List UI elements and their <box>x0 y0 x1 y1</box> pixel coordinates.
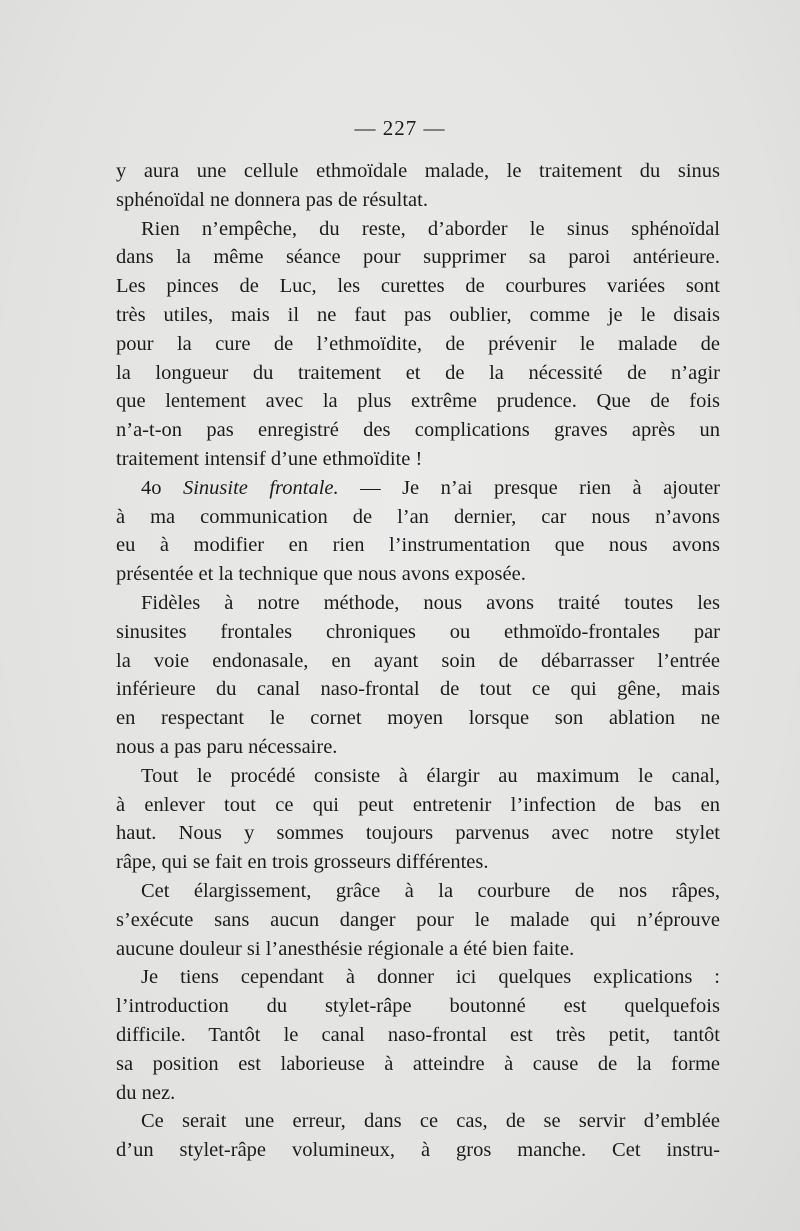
text-line: très utiles, mais il ne faut pas oublier, comme je le disais <box>116 303 720 326</box>
text-line: Rien n’empêche, du reste, d’aborder le sinus sphénoïdal <box>141 217 720 240</box>
text-line: que lentement avec la plus extrême prudence. Que de fois <box>116 390 720 413</box>
text-line: Cet élargissement, grâce à la courbure de nos râpes, <box>141 879 720 902</box>
text-line: la voie endonasale, en ayant soin de débarrasser l’entrée <box>116 649 720 672</box>
text-line: difficile. Tantôt le canal naso-frontal est très petit, tantôt <box>116 1023 720 1046</box>
text-line: Fidèles à notre méthode, nous avons traité toutes les <box>141 591 720 614</box>
section-title: Sinusite frontale. <box>182 476 339 499</box>
text-line: sa position est laborieuse à atteindre à cause de la forme <box>116 1052 720 1075</box>
text-line: en respectant le cornet moyen lorsque son ablation ne <box>116 707 720 730</box>
text-line: l’introduction du stylet-râpe boutonné est quelquefois <box>116 995 720 1018</box>
page-number: — 227 — <box>354 116 446 140</box>
body-text <box>116 157 720 1165</box>
text-line: à ma communication de l’an dernier, car nous n’avons <box>116 505 720 528</box>
text-line: Tout le procédé consiste à élargir au maximum le canal, <box>141 764 720 787</box>
text-line: n’a-t-on pas enregistré des complications graves après un <box>116 419 720 442</box>
text-line: d’un stylet-râpe volumineux, à gros manche. Cet instru- <box>116 1139 720 1162</box>
text-line: sphénoïdal ne donnera pas de résultat. <box>116 188 428 211</box>
text-line: pour la cure de l’ethmoïdite, de prévenir le malade de <box>116 332 720 355</box>
text-line: sinusites frontales chroniques ou ethmoïdo-frontales par <box>116 620 720 643</box>
text-line: traitement intensif d’une ethmoïdite ! <box>116 447 423 470</box>
section-heading-text: — Je n’ai presque rien à ajouter <box>360 476 720 499</box>
text-line: inférieure du canal naso-frontal de tout ce qui gêne, mais <box>116 678 720 701</box>
text-line: à enlever tout ce qui peut entretenir l’infection de bas en <box>116 793 720 816</box>
text-line: Les pinces de Luc, les curettes de courbures variées sont <box>116 275 720 298</box>
text-line: s’exécute sans aucun danger pour le malade qui n’éprouve <box>116 908 720 931</box>
text-line: y aura une cellule ethmoïdale malade, le traitement du sinus <box>116 160 720 182</box>
text-line: du nez. <box>116 1081 176 1104</box>
text-line: aucune douleur si l’anesthésie régionale a été bien faite. <box>116 937 575 960</box>
text-line: haut. Nous y sommes toujours parvenus avec notre stylet <box>116 822 720 845</box>
text-line: nous a pas paru nécessaire. <box>116 735 338 758</box>
section-heading-line <box>116 474 720 503</box>
text-line: râpe, qui se fait en trois grosseurs différentes. <box>116 851 489 874</box>
text-line: eu à modifier en rien l’instrumentation que nous avons <box>116 534 720 557</box>
text-line: la longueur du traitement et de la nécessité de n’agir <box>116 361 720 384</box>
text-line: Je tiens cependant à donner ici quelques explications : <box>141 966 720 989</box>
text-line: dans la même séance pour supprimer sa paroi antérieure. <box>116 246 720 269</box>
text-line: Ce serait une erreur, dans ce cas, de se servir d’emblée <box>141 1110 720 1133</box>
section-number: 4o <box>141 476 162 499</box>
text-line: présentée et la technique que nous avons exposée. <box>116 563 526 586</box>
